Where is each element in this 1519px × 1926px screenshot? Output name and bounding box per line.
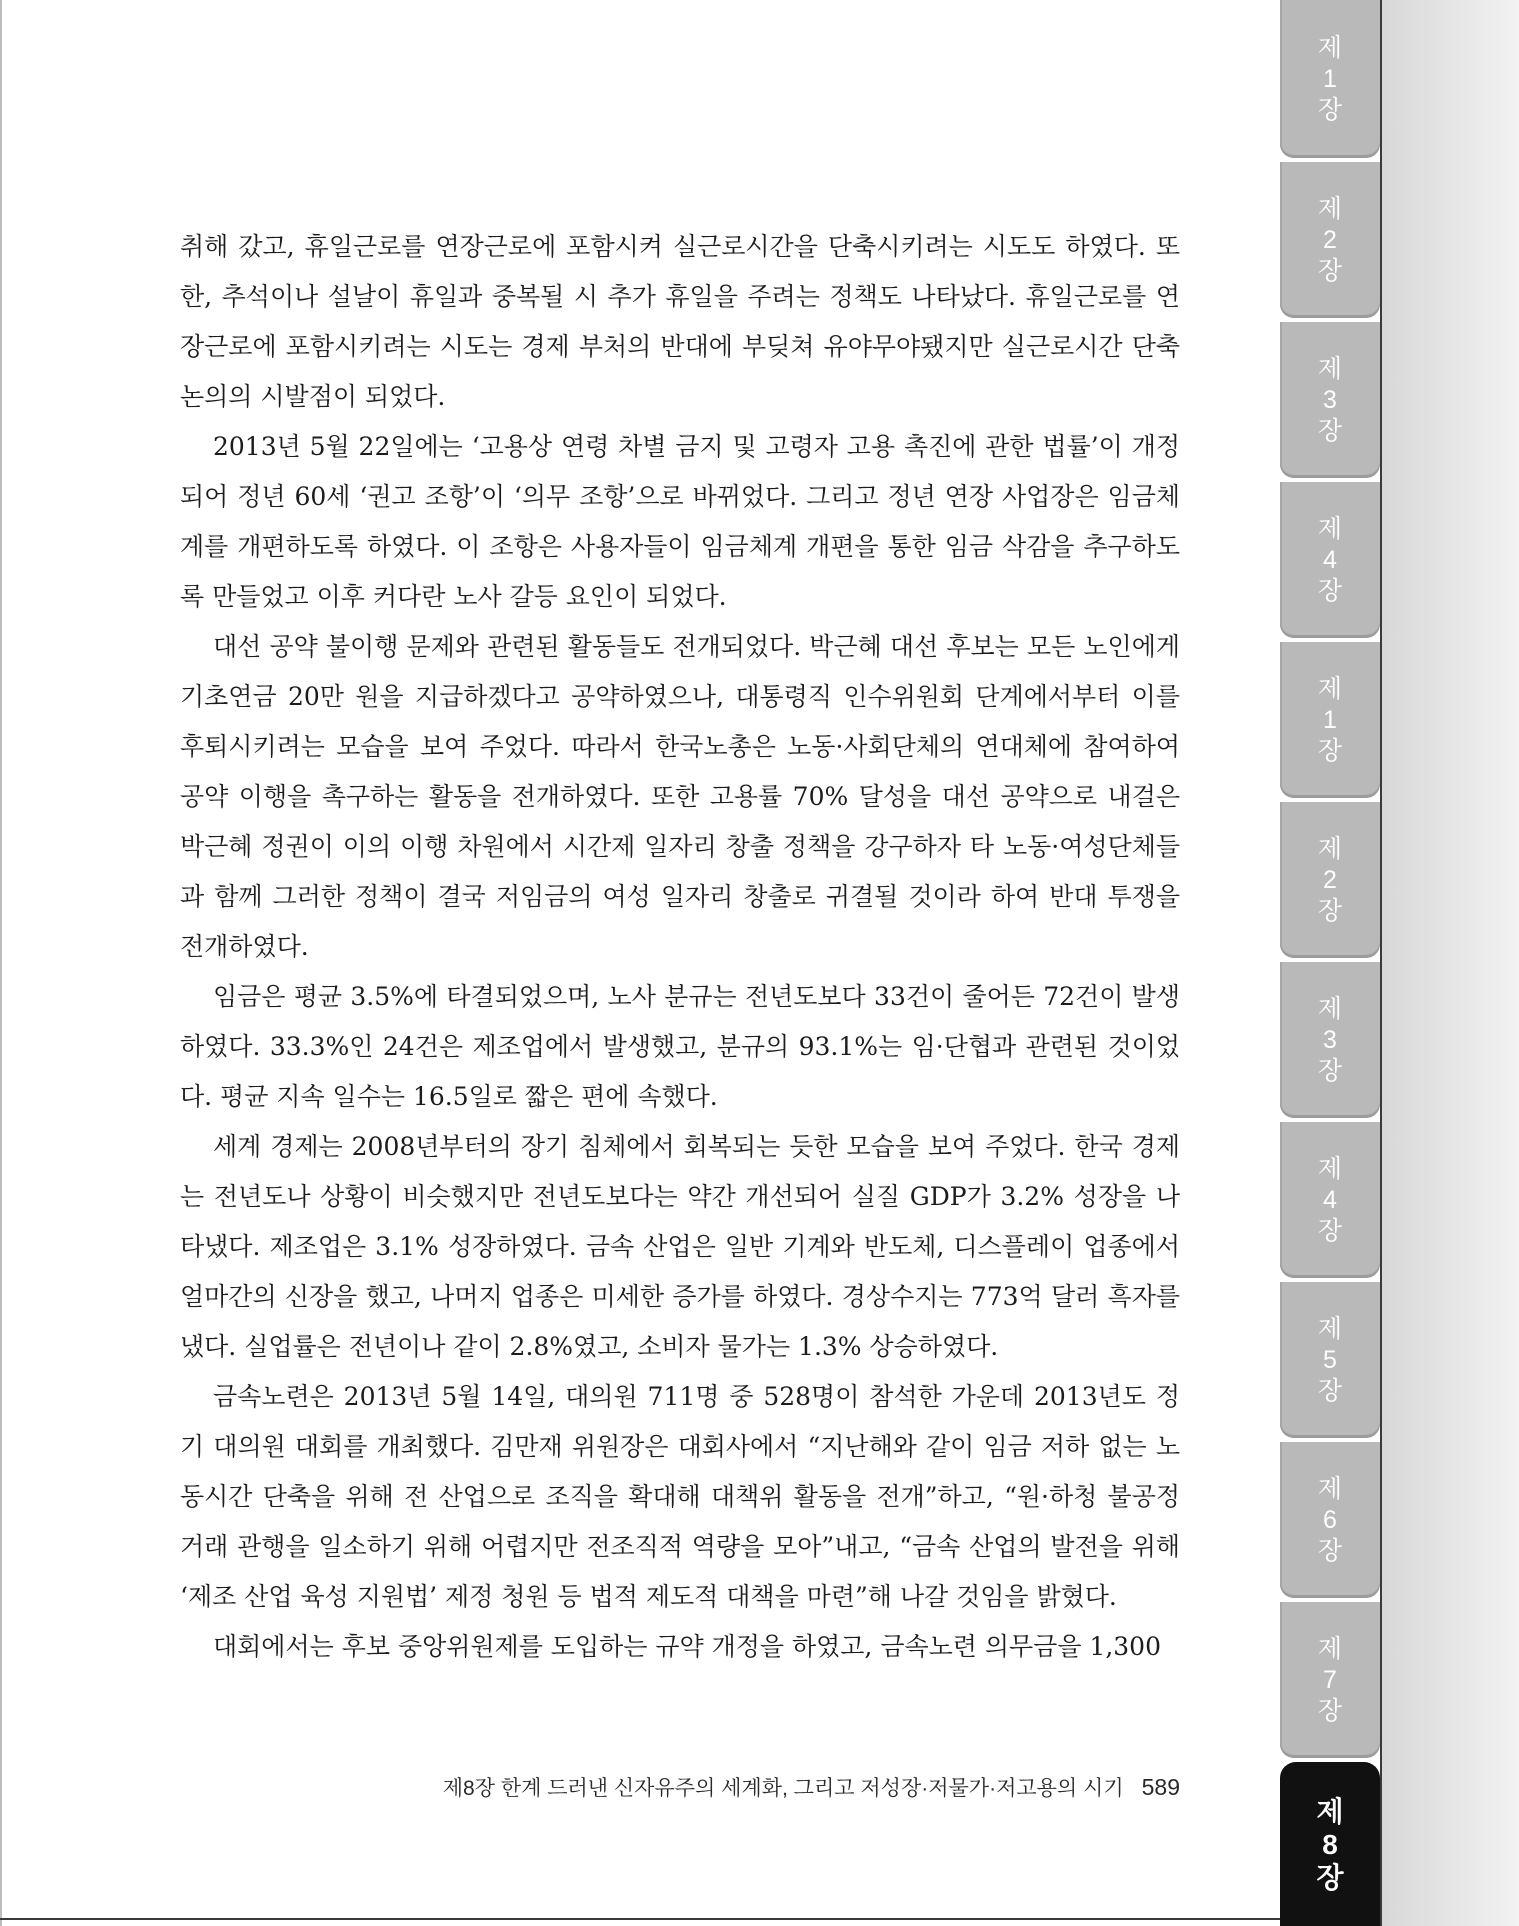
chapter-tab-label: 1 <box>1323 64 1337 93</box>
chapter-tab[interactable] <box>1280 962 1380 1118</box>
chapter-tab-label: 제 <box>1317 354 1343 383</box>
chapter-tab-label: 제 <box>1317 33 1343 62</box>
chapter-tab[interactable] <box>1280 1442 1380 1598</box>
chapter-tab-label: 3 <box>1323 1025 1337 1054</box>
chapter-tab-label: 장 <box>1317 1056 1343 1085</box>
chapter-tab[interactable] <box>1280 322 1380 478</box>
chapter-tab-label: 제 <box>1316 1795 1344 1827</box>
chapter-tab-label: 장 <box>1317 1536 1343 1565</box>
chapter-tabs <box>1280 0 1380 1926</box>
chapter-tab-label: 장 <box>1317 416 1343 445</box>
chapter-tab-label: 장 <box>1317 95 1343 124</box>
chapter-tab-label: 제 <box>1317 834 1343 863</box>
chapter-tab[interactable] <box>1280 162 1380 318</box>
chapter-tab-label: 3 <box>1323 385 1337 414</box>
chapter-tab-label: 5 <box>1323 1345 1337 1374</box>
page-number: 589 <box>1141 1774 1180 1800</box>
paragraph: 임금은 평균 3.5%에 타결되었으며, 노사 분규는 전년도보다 33건이 줄어든 72건이 발생하였다. 33.3%인 24건은 제조업에서 발생했고, 분규의 93.1%는 임·단협과 관련된 것이었다. 평균 지속 일수는 16.5일로 짧은 편에 속했다. <box>180 982 1180 1111</box>
chapter-tab[interactable] <box>1280 0 1380 158</box>
chapter-tab-label: 제 <box>1317 1634 1343 1663</box>
chapter-tab[interactable] <box>1280 642 1380 798</box>
paragraph: 대선 공약 불이행 문제와 관련된 활동들도 전개되었다. 박근혜 대선 후보는 모든 노인에게 기초연금 20만 원을 지급하겠다고 공약하였으나, 대통령직 인수위원회 단계에서부터 이를 후퇴시키려는 모습을 보여 주었다. 따라서 한국노총은 노동·사회단체의 연대체에 참여하여 공약 이행을 촉구하는 활동을 전개하였다. 또한 고용률 70% 달성을 대선 공약으로 내걸은 박근혜 정권이 이의 이행 차원에서 시간제 일자리 창출 정책을 강구하자 타 노동·여성단체들과 함께 그러한 정책이 결국 저임금의 여성 일자리 창출로 귀결될 것이라 하여 반대 투쟁을 전개하였다. <box>180 632 1180 961</box>
body-text <box>180 222 1180 1672</box>
paragraph: 금속노련은 2013년 5월 14일, 대의원 711명 중 528명이 참석한 가운데 2013년도 정기 대의원 대회를 개최했다. 김만재 위원장은 대회사에서 “지난해와 같이 임금 저하 없는 노동시간 단축을 위해 전 산업으로 조직을 확대해 대책위 활동을 전개”하고, “원·하청 불공정 거래 관행을 일소하기 위해 어렵지만 전조직적 역량을 모아”내고, “금속 산업의 발전을 위해 ‘제조 산업 육성 지원법’ 제정 청원 등 법적 제도적 대책을 마련”해 나갈 것임을 밝혔다. <box>180 1382 1180 1611</box>
page-bottom-edge <box>0 1918 1382 1920</box>
page-left-edge <box>0 0 2 1926</box>
chapter-tab[interactable] <box>1280 1122 1380 1278</box>
paragraph: 2013년 5월 22일에는 ‘고용상 연령 차별 금지 및 고령자 고용 촉진에 관한 법률’이 개정되어 정년 60세 ‘권고 조항’이 ‘의무 조항’으로 바뀌었다. 그리고 정년 연장 사업장은 임금체계를 개편하도록 하였다. 이 조항은 사용자들이 임금체계 개편을 통한 임금 삭감을 추구하도록 만들었고 이후 커다란 노사 갈등 요인이 되었다. <box>180 432 1180 611</box>
chapter-tab-label: 제 <box>1317 674 1343 703</box>
chapter-tab-label: 제 <box>1317 1314 1343 1343</box>
chapter-tab-label: 제 <box>1317 994 1343 1023</box>
chapter-tab[interactable] <box>1280 482 1380 638</box>
chapter-tab[interactable] <box>1280 1602 1380 1758</box>
chapter-tab-label: 제 <box>1317 1154 1343 1183</box>
paragraph: 대회에서는 후보 중앙위원제를 도입하는 규약 개정을 하였고, 금속노련 의무금을 1,300 <box>213 1632 1161 1661</box>
chapter-tab-label: 장 <box>1317 1376 1343 1405</box>
chapter-tab-label: 제 <box>1317 194 1343 223</box>
chapter-tab-label: 7 <box>1323 1665 1337 1694</box>
chapter-tab-label: 1 <box>1323 705 1337 734</box>
chapter-tab-label: 장 <box>1317 1696 1343 1725</box>
running-footer <box>440 1772 1180 1802</box>
chapter-tab-label: 4 <box>1323 545 1337 574</box>
chapter-tab-label: 장 <box>1317 576 1343 605</box>
chapter-tab-label: 6 <box>1323 1505 1337 1534</box>
chapter-tab-label: 2 <box>1323 865 1337 894</box>
paragraph: 세계 경제는 2008년부터의 장기 침체에서 회복되는 듯한 모습을 보여 주었다. 한국 경제는 전년도나 상황이 비슷했지만 전년도보다는 약간 개선되어 실질 GDP가 3.2% 성장을 나타냈다. 제조업은 3.1% 성장하였다. 금속 산업은 일반 기계와 반도체, 디스플레이 업종에서 얼마간의 신장을 했고, 나머지 업종은 미세한 증가를 하였다. 경상수지는 773억 달러 흑자를 냈다. 실업률은 전년이나 같이 2.8%였고, 소비자 물가는 1.3% 상승하였다. <box>180 1132 1180 1361</box>
chapter-tab-label: 장 <box>1317 736 1343 765</box>
chapter-tab-label: 제 <box>1317 514 1343 543</box>
chapter-tab-label: 8 <box>1322 1828 1338 1860</box>
chapter-tab[interactable] <box>1280 802 1380 958</box>
page-right-edge <box>1380 0 1382 1926</box>
paragraph: 취해 갔고, 휴일근로를 연장근로에 포함시켜 실근로시간을 단축시키려는 시도도 하였다. 또한, 추석이나 설날이 휴일과 중복될 시 추가 휴일을 주려는 정책도 나타났다. 휴일근로를 연장근로에 포함시키려는 시도는 경제 부처의 반대에 부딪쳐 유야무야됐지만 실근로시간 단축 논의의 시발점이 되었다. <box>180 232 1180 411</box>
chapter-tab[interactable] <box>1280 1282 1380 1438</box>
chapter-tab-label: 장 <box>1317 896 1343 925</box>
chapter-tab-label: 2 <box>1323 225 1337 254</box>
chapter-tab[interactable] <box>1280 1762 1380 1926</box>
running-title: 제8장 한계 드러낸 신자유주의 세계화, 그리고 저성장·저물가·저고용의 시기 <box>442 1777 1124 1800</box>
chapter-tab-label: 장 <box>1316 1861 1344 1893</box>
page-stack-shade <box>1382 0 1519 1926</box>
chapter-tab-label: 4 <box>1323 1185 1337 1214</box>
chapter-tab-label: 장 <box>1317 1216 1343 1245</box>
chapter-tab-label: 제 <box>1317 1474 1343 1503</box>
chapter-tab-label: 장 <box>1317 256 1343 285</box>
